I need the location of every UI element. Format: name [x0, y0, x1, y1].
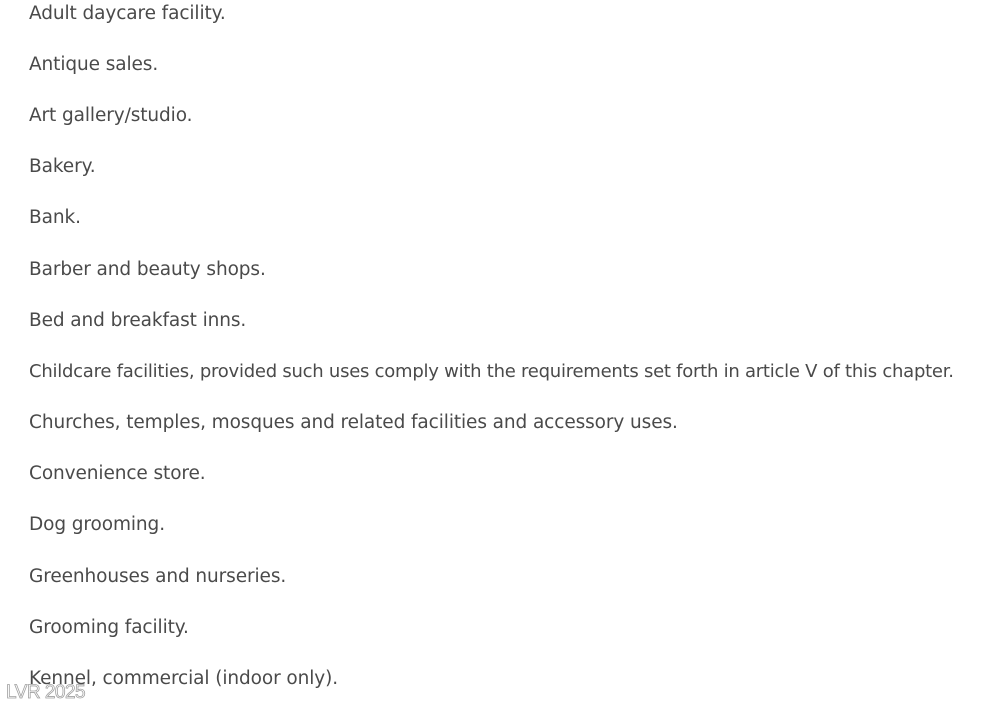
list-item: Bed and breakfast inns. — [29, 310, 247, 331]
list-item: Kennel, commercial (indoor only). — [29, 668, 338, 689]
list-item: Bank. — [29, 207, 81, 228]
list-item: Antique sales. — [29, 54, 159, 75]
list-item: Barber and beauty shops. — [29, 259, 266, 280]
list-item: Childcare facilities, provided such uses comply with the requirements set forth in article V of this chapter. — [29, 361, 954, 382]
watermark: LVR 2025 — [6, 682, 86, 703]
list-item: Art gallery/studio. — [29, 105, 193, 126]
list-item: Churches, temples, mosques and related facilities and accessory uses. — [29, 412, 678, 433]
list-item: Dog grooming. — [29, 514, 165, 535]
list-item: Grooming facility. — [29, 617, 189, 638]
list-item: Bakery. — [29, 156, 96, 177]
list-item: Greenhouses and nurseries. — [29, 566, 287, 587]
list-item: Convenience store. — [29, 463, 206, 484]
list-item: Adult daycare facility. — [29, 3, 226, 24]
